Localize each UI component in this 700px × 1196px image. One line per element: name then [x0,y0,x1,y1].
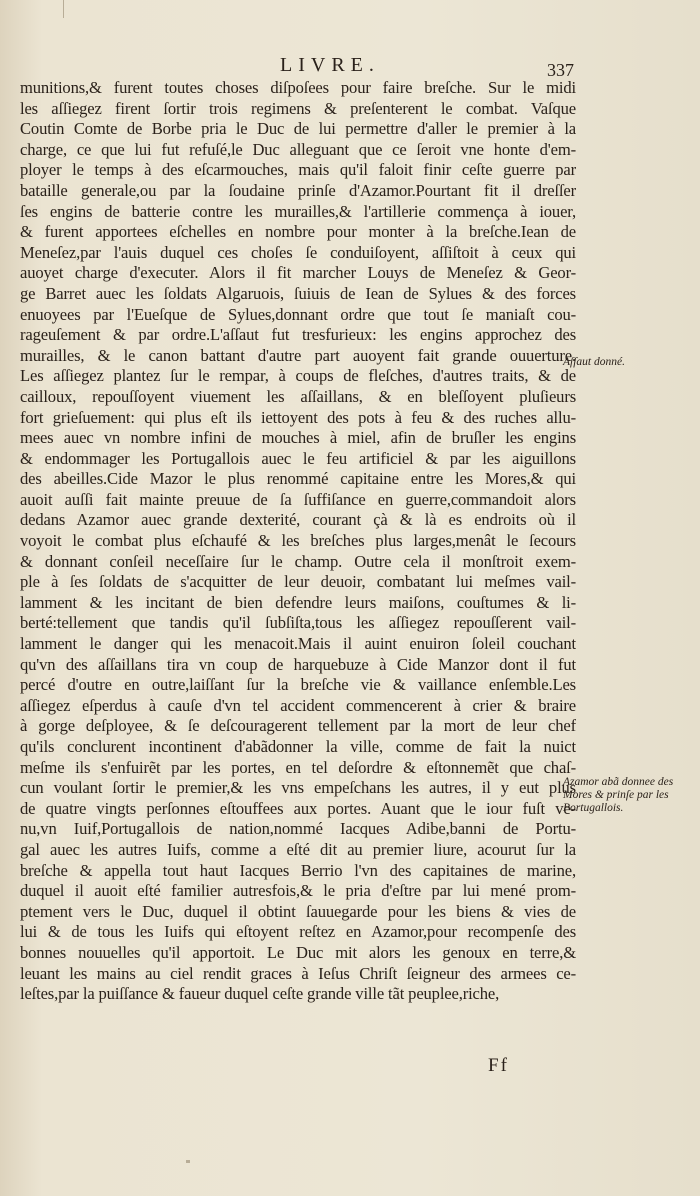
running-title: LIVRE. [280,54,380,76]
text-line: les aſſiegez firent ſortir trois regimens & preſenterent le combat. Vaſque [20,98,576,118]
text-line: & donnant conſeil neceſſaire ſur le champ. Outre cela il monſtroit exem- [20,551,576,571]
catchword: Ff [488,1055,509,1076]
binding-mark [63,0,64,18]
text-line: auoyet charge d'executer. Alors il fit marcher Louys de Meneſez & Geor- [20,263,576,283]
text-line: murailles, & le canon battant d'autre part auoyent fait grande ouuerture. [20,345,576,365]
text-line: rageuſement & par ordre.L'aſſaut fut tresfurieux: les engins approchez des [20,325,576,345]
text-line: enuoyees par l'Eueſque de Sylues,donnant ordre que tout ſe maniaſt cou- [20,304,576,324]
text-line: Meneſez,par l'auis duquel ces choſes ſe conduiſoyent, aſſiſtoit à ceux qui [20,242,576,262]
text-line: cailloux, repouſſoyent viuement les aſſaillans, & en bleſſoyent pluſieurs [20,386,576,406]
text-line: munitions,& furent toutes choses diſpoſees pour faire breſche. Sur le midi [20,78,576,97]
text-line: qu'ils conclurent incontinent d'abãdonner la ville, comme de fait la nuict [20,737,576,756]
text-line: dedans Azamor auec grande dexterité, courant çà & là es endroits où il [20,510,576,530]
text-line: & endommager les Portugallois auec le feu artificiel & par les aiguillons [20,448,576,468]
text-line: à gorge deſployee, & ſe deſcouragerent tellement par la mort de leur chef [20,716,576,736]
text-line: duquel il auoit eſté familier autresfois,& le pria d'eſtre par lui mené prom- [20,881,576,901]
margin-note-assault: Aſſaut donné. [563,356,625,368]
text-line: mees auec vn nombre infini de mouches à miel, afin de bruſler les engins [20,428,576,448]
page-number: 337 [547,60,574,80]
body-text [20,78,576,1005]
text-line: Les aſſiegez plantez ſur le rempar, à coups de fleſches, d'autres traits, & de [20,366,576,386]
text-line: aſſiegez eſperdus à cauſe d'vn tel accident commencerent à crier & braire [20,695,576,715]
text-line: leuant les mains au ciel rendit graces à Ieſus Chriſt ſeigneur des armees ce- [20,963,576,983]
text-line: fort grieſuement: qui plus eſt ils iettoyent des pots à feu & des ruches allu- [20,407,576,427]
text-line: ge Barret auec les ſoldats Algaruois, ſuiuis de Iean de Sylues & des forces [20,283,576,303]
text-line: percé d'outre en outre,laiſſant ſur la breſche vie & vaillance enſemble.Les [20,675,576,695]
text-line: bonnes nouuelles qu'il apportoit. Le Duc mit alors les genoux en terre,& [20,942,576,962]
text-line: qu'vn des aſſaillans tira vn coup de harquebuze à Cide Manzor dont il fut [20,654,576,674]
text-line: lamment le danger qui les menacoit.Mais il auint enuiron ſoleil couchant [20,634,576,654]
text-line: lamment & les incitant de bien defendre leurs maiſons, couſtumes & li- [20,592,576,612]
page-speck [186,1160,190,1163]
text-line: breſche & appella tout haut Iacques Berrio l'vn des capitaines de marine, [20,860,576,880]
text-line: leſtes,par la puiſſance & faueur duquel ceſte grande ville tãt peuplee,riche, [20,984,500,1004]
text-line: auoit auſſi fait mainte preuue de ſa ſuffiſance en guerre,commandoit alors [20,489,576,509]
text-line: ſes engins de batterie contre les murailles,& l'artillerie commença à iouer, [20,201,576,221]
text-line: meſme ils s'enfuirẽt par les portes, en tel deſordre & eſtonnemẽt que chaſ- [20,757,576,777]
text-line: Coutin Comte de Borbe pria le Duc de lui permettre d'aller le premier à la [20,119,576,139]
margin-note-azamor: Azamor abã donnee des Mores & prinſe par les Portugallois. [563,776,674,814]
text-line: cun voulant ſortir le premier,& les vns empeſchans les autres, il y eut plus [20,778,576,798]
text-line: des abeilles.Cide Mazor le plus renommé capitaine entre les Mores,& qui [20,469,576,489]
text-line: gal auec les autres Iuifs, comme a eſté dit au premier liure, acourut ſur la [20,839,576,859]
text-line: bataille generale,ou par la ſoudaine prinſe d'Azamor.Pourtant fit il dreſſer [20,180,576,200]
text-line: berté:tellement que tandis qu'il ſubſiſta,tous les aſſiegez repouſſerent vail- [20,613,576,633]
text-line: ptement vers le Duc, duquel il obtint ſauuegarde pour les biens & vies de [20,901,576,921]
text-line: lui & de tous les Iuifs qui eſtoyent reſtez en Azamor,pour recompenſe des [20,922,576,942]
text-line: ple à ſes ſoldats de s'acquitter de leur deuoir, combatant lui meſmes vail- [20,572,576,592]
text-line: de quatre vingts perſonnes eſtouffees aux portes. Auant que le iour fuſt ve- [20,798,576,818]
text-line: charge, ce que lui fut refuſé,le Duc alleguant que ce ſeroit vne honte d'em- [20,139,576,159]
text-line: ployer le temps à des eſcarmouches, mais qu'il faloit finir ceſte guerre par [20,160,576,180]
text-line: nu,vn Iuif,Portugallois de nation,nommé Iacques Adibe,banni de Portu- [20,819,576,839]
text-line: voyoit le combat plus eſchaufé & les breſches plus larges,menât le ſecours [20,531,576,551]
text-line: & furent apportees eſchelles en nombre pour monter à la breſche.Iean de [20,222,576,242]
